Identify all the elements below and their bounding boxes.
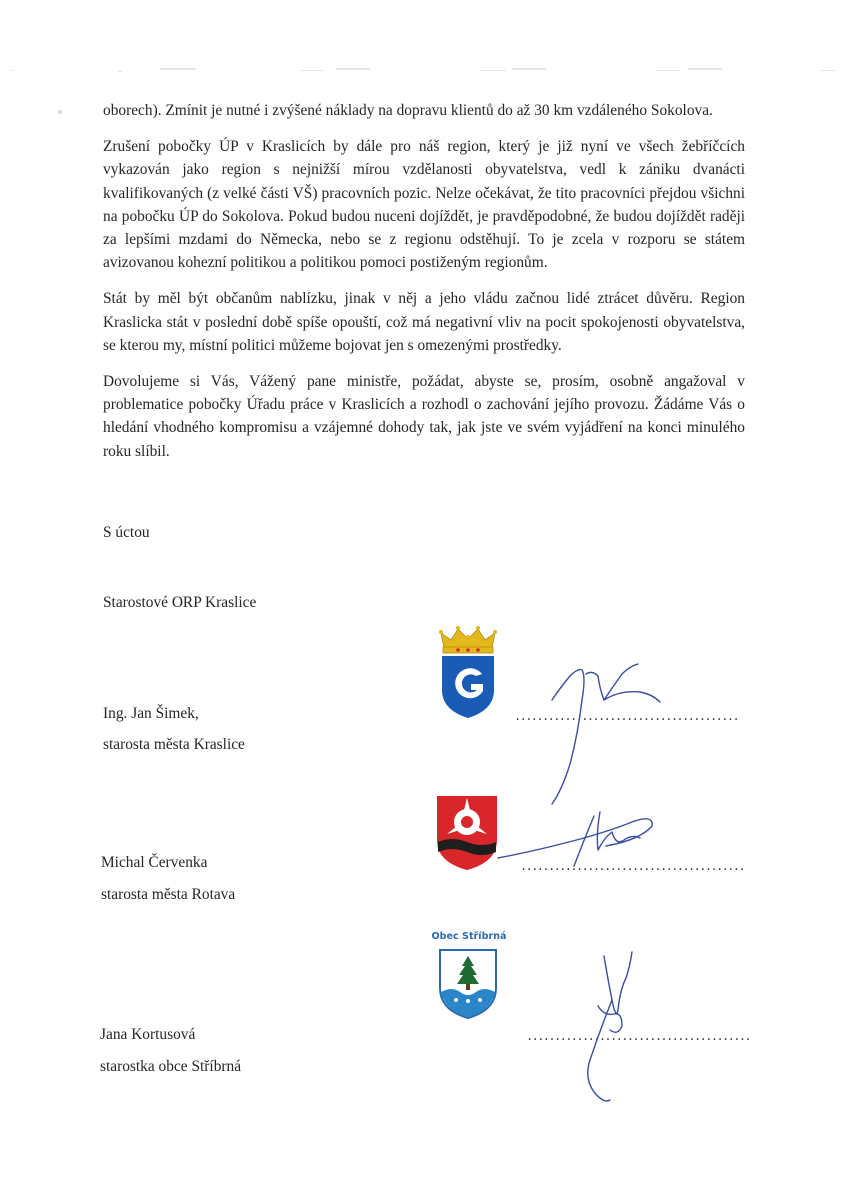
paragraph-2: Zrušení pobočky ÚP v Kraslicích by dále pro náš region, který je již nyní ve všech žebříčcích vykazován jako region s nejnižší mírou vzdělanosti obyvatelstva, vedl k zániku dvanácti kvalifikovaných (z velké části VŠ) pracovních pozic. Nelze očekávat, že tito pracovníci přejdou všichni na pobočku ÚP do Sokolova. Pokud budou nuceni dojíždět, je pravděpodobné, že budou dojíždět raději za lepšími mzdami do Německa, nebo se z regionu odstěhují. To je zcela v rozporu se státem avizovanou kohezní politikou a politikou pomoci postiženým regionům. (103, 138, 745, 272)
signature-line-2: ........................................ (520, 860, 745, 874)
signatory-1-name: Ing. Jan Šimek, (103, 705, 199, 722)
scan-mark (58, 110, 62, 114)
signature-2-icon (498, 812, 652, 866)
paragraph-3: Stát by měl být občanům nablízku, jinak v něj a jeho vládu začnou lidé ztrácet důvěru. Region Kraslicka stát v poslední době spíše opouští, což má negativní vliv na pocit spokojenosti obyvatelstva, se kterou my, místní politici můžeme bojovat jen s omezenými prostředky. (103, 290, 745, 354)
letter-body (103, 99, 745, 476)
signature-1-icon (552, 664, 660, 804)
paragraph-4: Dovolujeme si Vás, Vážený pane ministře, požádat, abyste se, prosím, osobně angažoval v problematice pobočky Úřadu práce v Kraslicích a rozhodl o zachování jejího provozu. Žádáme Vás o hledání vhodného kompromisu a vzájemné dohody tak, jak jste ve svém vyjádření na konci minulého roku slíbil. (103, 373, 745, 460)
signatory-1-role: starosta města Kraslice (103, 736, 245, 753)
stribrna-crest-label: Obec Stříbrná (431, 931, 507, 942)
signatory-3-role: starostka obce Stříbrná (100, 1058, 242, 1075)
kraslice-coat-of-arms-icon (436, 624, 500, 720)
scan-noise (0, 62, 848, 82)
rotava-coat-of-arms-icon (435, 794, 499, 872)
signers-heading: Starostové ORP Kraslice (103, 594, 257, 611)
stribrna-coat-of-arms-icon (428, 930, 508, 1022)
signatory-3-name: Jana Kortusová (100, 1026, 196, 1043)
signature-line-3: ........................................ (526, 1030, 751, 1044)
signatory-2-role: starosta města Rotava (101, 886, 236, 903)
closing-salutation: S úctou (103, 524, 150, 541)
paragraph-1: oborech). Zmínit je nutné i zvýšené náklady na dopravu klientů do až 30 km vzdáleného Sokolova. (103, 102, 713, 119)
signatory-2-name: Michal Červenka (101, 854, 208, 871)
signature-line-1: ........................................ (514, 710, 739, 724)
signature-3-icon (588, 952, 632, 1101)
